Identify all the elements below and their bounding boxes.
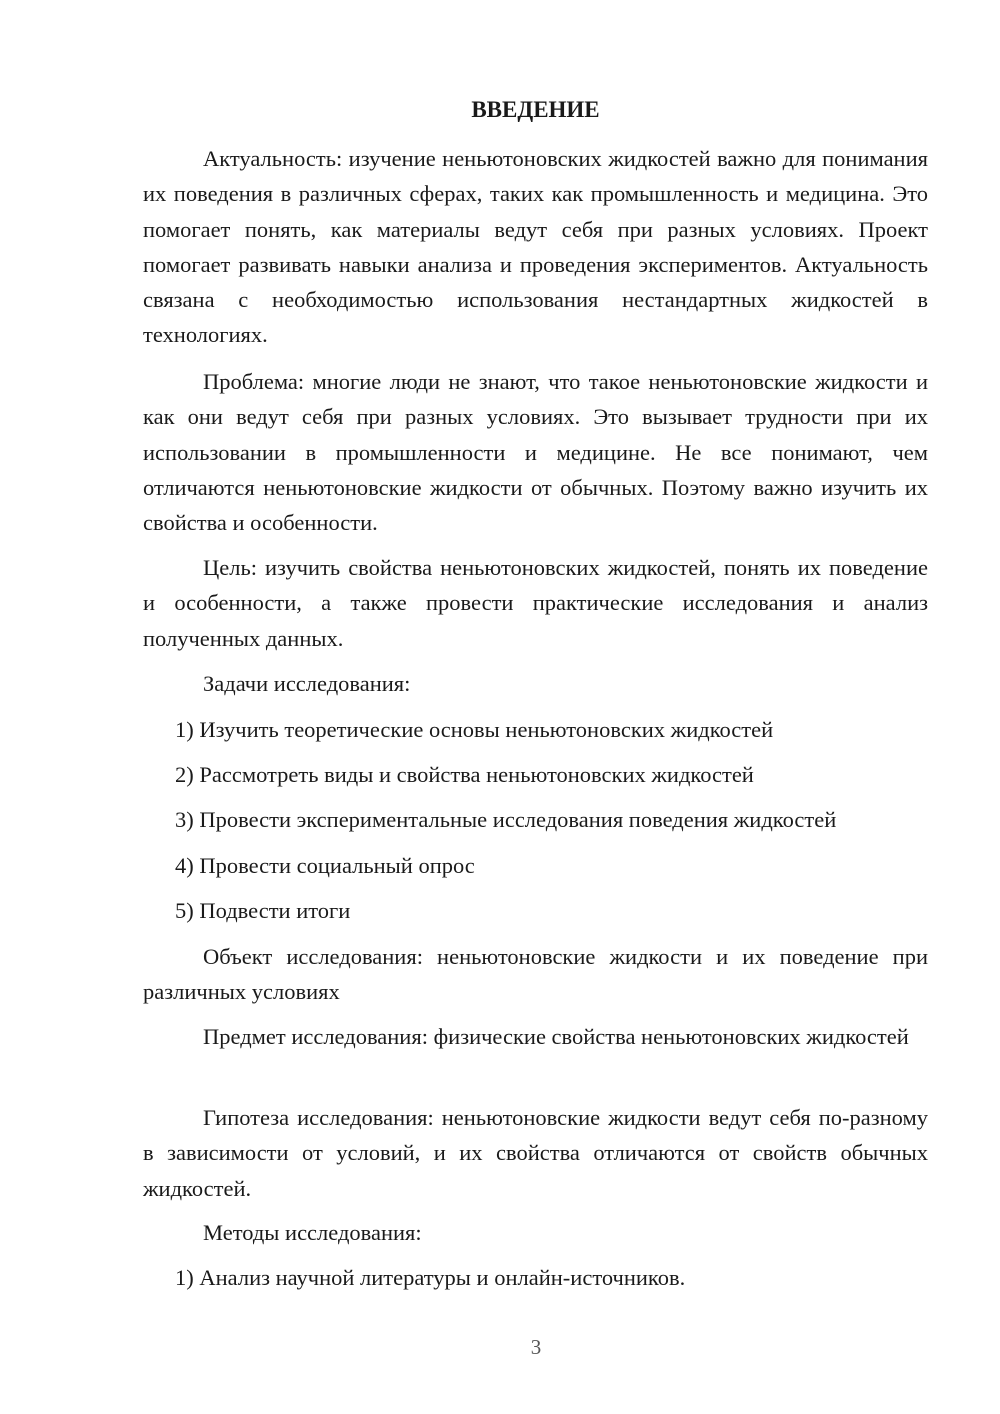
paragraph-subject: Предмет исследования: физические свойства неньютоновских жидкостей [203,1024,909,1049]
task-list-item: 1) Изучить теоретические основы неньютоновских жидкостей [175,717,774,742]
paragraph-object: Объект исследования: неньютоновские жидкости и их поведение при различных условиях [143,944,928,1005]
paragraph-goal: Цель: изучить свойства неньютоновских жидкостей, понять их поведение и особенности, а также провести практические исследования и анализ полученных данных. [143,555,928,651]
paragraph-hypothesis: Гипотеза исследования: неньютоновские жидкости ведут себя по-разному в зависимости от условий, и их свойства отличаются от свойств обычных жидкостей. [143,1105,928,1201]
task-list-item: 4) Провести социальный опрос [175,853,475,878]
task-list-item: 5) Подвести итоги [175,898,351,923]
task-list-item: 3) Провести экспериментальные исследования поведения жидкостей [175,807,837,832]
methods-heading: Методы исследования: [203,1220,422,1245]
task-list-item: 2) Рассмотреть виды и свойства неньютоновских жидкостей [175,762,754,787]
paragraph-relevance: Актуальность: изучение неньютоновских жидкостей важно для понимания их поведения в различных сферах, таких как промышленность и медицина. Это помогает понять, как материалы ведут себя при разных условиях. Проект помогает развивать навыки анализа и проведения экспериментов. Актуальность связана с необходимостью использования нестандартных жидкостей в технологиях. [143,146,928,348]
paragraph-problem: Проблема: многие люди не знают, что такое неньютоновские жидкости и как они ведут себя при разных условиях. Это вызывает трудности при их использовании в промышленности и медицине. Не все понимают, чем отличаются неньютоновские жидкости от обычных. Поэтому важно изучить их свойства и особенности. [143,369,928,536]
method-list-item: 1) Анализ научной литературы и онлайн-источников. [175,1265,686,1290]
tasks-heading: Задачи исследования: [203,671,411,696]
page-title: ВВЕДЕНИЕ [471,97,600,122]
page-number: 3 [530,1335,542,1359]
